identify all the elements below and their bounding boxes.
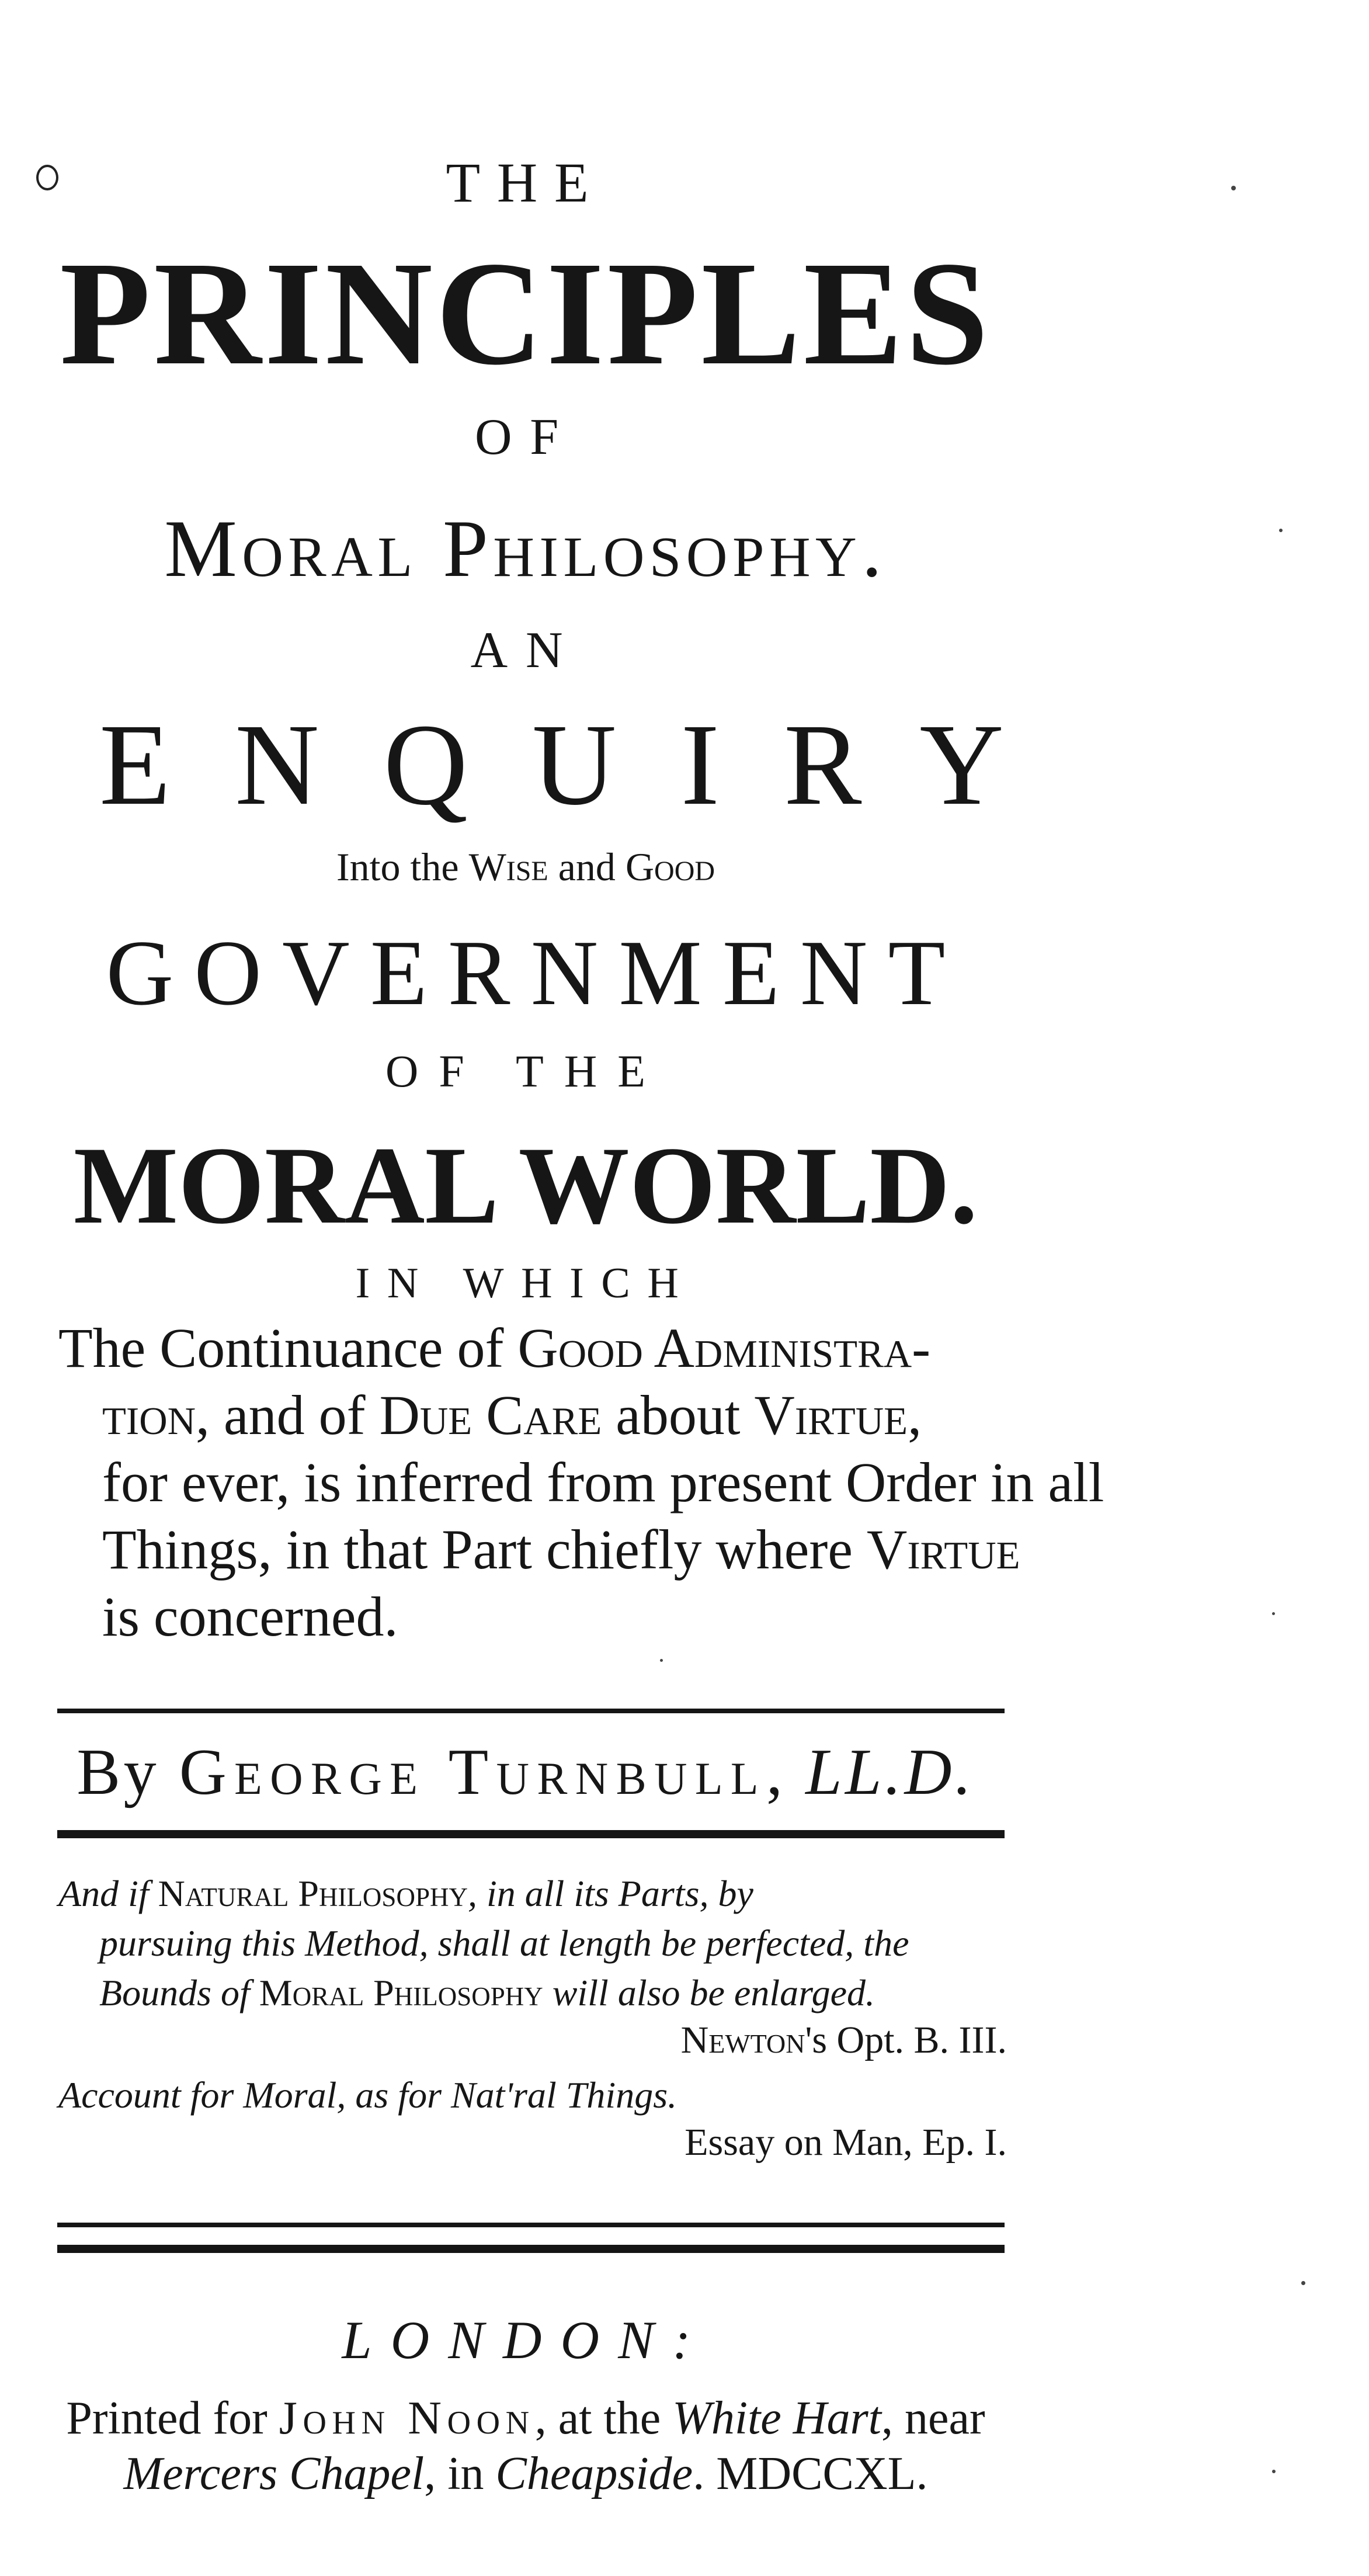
wise-text: Wise bbox=[468, 845, 548, 889]
epigraph-text: Bounds of bbox=[99, 1972, 259, 2013]
body-text: , bbox=[908, 1384, 922, 1446]
divider-rule bbox=[57, 2223, 1005, 2227]
divider-rule bbox=[57, 1709, 1005, 1713]
in-which: IN WHICH bbox=[355, 1259, 696, 1307]
epigraph-source-2: Essay on Man, Ep. I. bbox=[684, 2121, 1007, 2164]
byline-comma: , bbox=[766, 1736, 806, 1808]
body-text: Things, in that Part chiefly where bbox=[102, 1518, 867, 1581]
speck bbox=[1279, 529, 1283, 532]
body-line-4 bbox=[102, 1518, 1060, 1581]
subtitle-into-line bbox=[35, 847, 1016, 887]
epigraph-smallcaps: Natural Philosophy bbox=[158, 1873, 468, 1914]
imprint-text: Printed for bbox=[66, 2393, 279, 2444]
imprint-text: , at the bbox=[534, 2393, 673, 2444]
body-text: , and of bbox=[196, 1384, 380, 1446]
body-line-5: is concerned. bbox=[102, 1585, 398, 1648]
author-name: George Turnbull bbox=[179, 1736, 767, 1808]
source-name: Newton bbox=[680, 2019, 805, 2061]
body-smallcaps: Virtue bbox=[866, 1518, 1020, 1581]
epigraph-text: will also be enlarged. bbox=[543, 1972, 875, 2013]
byline bbox=[35, 1736, 1016, 1808]
epigraph-line-3 bbox=[99, 1974, 875, 2012]
title-the: THE bbox=[446, 151, 606, 214]
body-smallcaps: tion bbox=[102, 1384, 196, 1446]
title-principles: PRINCIPLES bbox=[60, 231, 992, 396]
speck bbox=[660, 1659, 663, 1662]
epigraph-source-1 bbox=[681, 2021, 1007, 2060]
imprint-date: . MDCCXL. bbox=[693, 2448, 928, 2499]
epigraph-line-2: pursuing this Method, shall at length be perfected, the bbox=[99, 1922, 909, 1964]
epigraph-line-4: Account for Moral, as for Nat'ral Things. bbox=[58, 2074, 677, 2116]
speck bbox=[1272, 1612, 1275, 1615]
subtitle-moral-world: MORAL WORLD. bbox=[73, 1124, 978, 1247]
source-ref: 's Opt. B. III. bbox=[805, 2019, 1007, 2061]
printer-name: John Noon bbox=[279, 2393, 535, 2444]
good-text: Good bbox=[625, 845, 715, 889]
and-text: and bbox=[558, 845, 616, 889]
speck bbox=[1301, 2281, 1305, 2285]
location-name: Cheapside bbox=[495, 2448, 693, 2499]
author-degree: LL.D. bbox=[805, 1736, 975, 1808]
speck bbox=[1272, 2470, 1276, 2473]
title-moral-philosophy: Moral Philosophy. bbox=[164, 504, 887, 594]
byline-by: By bbox=[77, 1736, 179, 1808]
divider-rule bbox=[57, 1830, 1005, 1838]
subtitle-an: AN bbox=[470, 622, 581, 679]
speck bbox=[1231, 186, 1236, 190]
body-text: about bbox=[602, 1384, 755, 1446]
imprint-line-2 bbox=[35, 2450, 1016, 2497]
epigraph-text: , in all its Parts, by bbox=[467, 1873, 753, 1914]
divider-rule bbox=[57, 2245, 1005, 2253]
subtitle-enquiry: ENQUIRY bbox=[99, 700, 1068, 829]
body-line-2 bbox=[102, 1384, 1060, 1446]
imprint-text: , near bbox=[881, 2393, 985, 2444]
imprint-text: , in bbox=[424, 2448, 496, 2499]
body-smallcaps: Virtue bbox=[754, 1384, 908, 1446]
subtitle-government: GOVERNMENT bbox=[106, 921, 966, 1025]
shop-sign: White Hart bbox=[672, 2393, 881, 2444]
body-text: The Continuance of bbox=[58, 1317, 518, 1379]
epigraph-smallcaps: Moral Philosophy bbox=[259, 1972, 543, 2013]
imprint-place: LONDON: bbox=[342, 2310, 710, 2370]
subtitle-of-the: OF THE bbox=[385, 1046, 666, 1096]
body-smallcaps: Good Administra- bbox=[517, 1317, 931, 1379]
body-line-1 bbox=[58, 1317, 1016, 1379]
epigraph-line-1 bbox=[58, 1875, 753, 1912]
imprint-line-1 bbox=[35, 2395, 1016, 2442]
body-smallcaps: Due Care bbox=[379, 1384, 602, 1446]
body-line-3: for ever, is inferred from present Order in all bbox=[102, 1451, 1104, 1513]
title-of: OF bbox=[474, 409, 577, 466]
into-text: Into the bbox=[336, 845, 459, 889]
epigraph-text: And if bbox=[58, 1873, 158, 1914]
location-name: Mercers Chapel bbox=[123, 2448, 425, 2499]
